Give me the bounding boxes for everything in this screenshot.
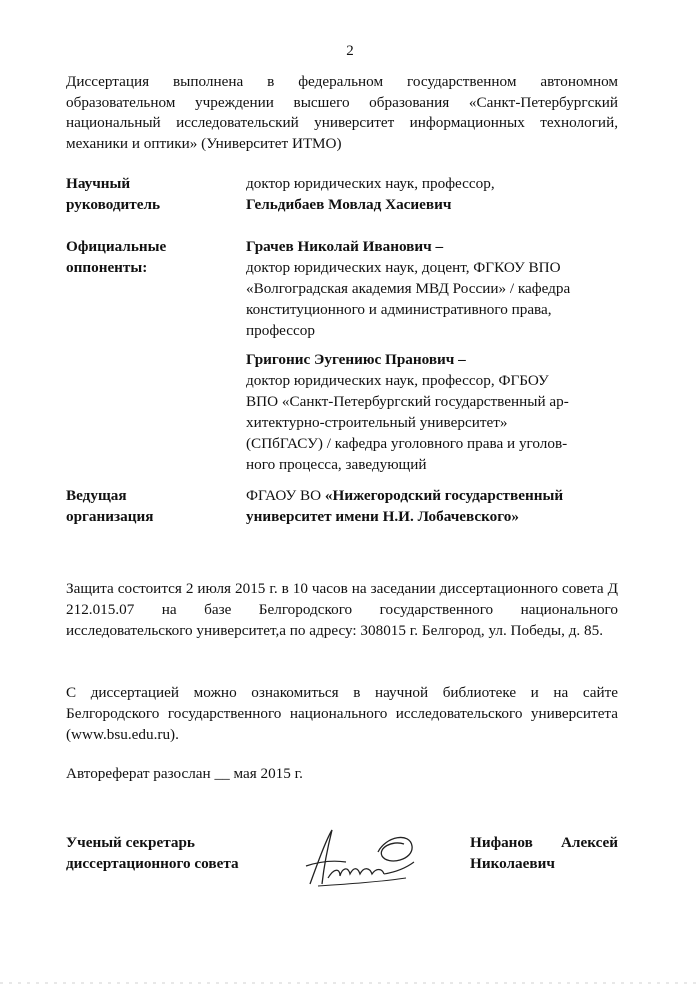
library-paragraph: С диссертацией можно ознакомиться в научной библиотеке и на сайте Белгородского государственного национального исследовательского университета (www.bsu.edu.ru). xyxy=(66,684,618,743)
opponents-role-label xyxy=(66,236,236,278)
opponent-2-line: доктор юридических наук, профессор, ФГБОУ xyxy=(246,372,549,389)
opponent-1-line: «Волгоградская академия МВД России» / кафедра xyxy=(246,280,571,297)
secretary-patronymic: Николаевич xyxy=(470,855,555,872)
opponent-1-line: доктор юридических наук, доцент, ФГКОУ ВПО xyxy=(246,259,561,276)
opponents-role-line1: Официальные xyxy=(66,238,167,255)
leading-org-role-line2: организация xyxy=(66,508,154,525)
opponents-role-line2: оппоненты: xyxy=(66,259,148,276)
opponent-2-line: (СПбГАСУ) / кафедра уголовного права и уголов- xyxy=(246,435,568,452)
leading-org-role-label xyxy=(66,485,236,527)
page-number: 2 xyxy=(346,43,354,59)
secretary-title-line1: Ученый секретарь xyxy=(66,834,195,851)
opponent-2-line: ного процесса, заведующий xyxy=(246,456,427,473)
mailing-line: Автореферат разослан __ мая 2015 г. xyxy=(66,765,303,782)
opponent-1-name: Грачев Николай Иванович – xyxy=(246,238,444,255)
secretary-title-line2: диссертационного совета xyxy=(66,855,239,872)
leading-org-details xyxy=(246,485,618,527)
supervisor-degree: доктор юридических наук, профессор, xyxy=(246,175,495,192)
secretary-name-row xyxy=(470,832,618,853)
leading-org-name-line1: «Нижегородский государственный xyxy=(324,487,564,504)
secretary-name xyxy=(470,832,618,874)
supervisor-role-label xyxy=(66,173,236,215)
supervisor-name: Гельдибаев Мовлад Хасиевич xyxy=(246,196,452,213)
opponent-1-line: конституционного и административного права, xyxy=(246,301,552,318)
scan-artifact-line xyxy=(0,982,700,984)
intro-paragraph: Диссертация выполнена в федеральном государственном автономном образовательном учреждении высшего образования «Санкт-Петербургский национальный исследовательский университет информационных технологий, механики и оптики» (Университет ИТМО) xyxy=(66,73,618,152)
opponent-1-details xyxy=(246,236,618,341)
supervisor-details xyxy=(246,173,618,215)
secretary-title xyxy=(66,832,306,874)
leading-org-line1 xyxy=(246,485,618,506)
defense-paragraph: Защита состоится 2 июля 2015 г. в 10 часов на заседании диссертационного совета Д 212.015.07 на базе Белгородского государственного национального исследовательского университет,а по адресу: 308015 г. Белгород, ул. Победы, д. 85. xyxy=(66,580,618,639)
opponent-2-line: хитектурно-строительный университет» xyxy=(246,414,508,431)
leading-org-role-line1: Ведущая xyxy=(66,487,127,504)
leading-org-prefix: ФГАОУ ВО xyxy=(246,487,325,504)
secretary-surname: Нифанов xyxy=(470,834,533,851)
supervisor-role-line2: руководитель xyxy=(66,196,161,213)
opponent-1-line: профессор xyxy=(246,322,315,339)
supervisor-role-line1: Научный xyxy=(66,175,131,192)
leading-org-name-line2: университет имени Н.И. Лобачевского» xyxy=(246,508,519,525)
handwritten-signature xyxy=(288,822,438,892)
opponent-2-name: Григонис Эугениюс Пранович – xyxy=(246,351,466,368)
secretary-first-name: Алексей xyxy=(560,834,618,851)
opponent-2-details xyxy=(246,349,618,475)
opponent-2-line: ВПО «Санкт-Петербургский государственный ар- xyxy=(246,393,569,410)
